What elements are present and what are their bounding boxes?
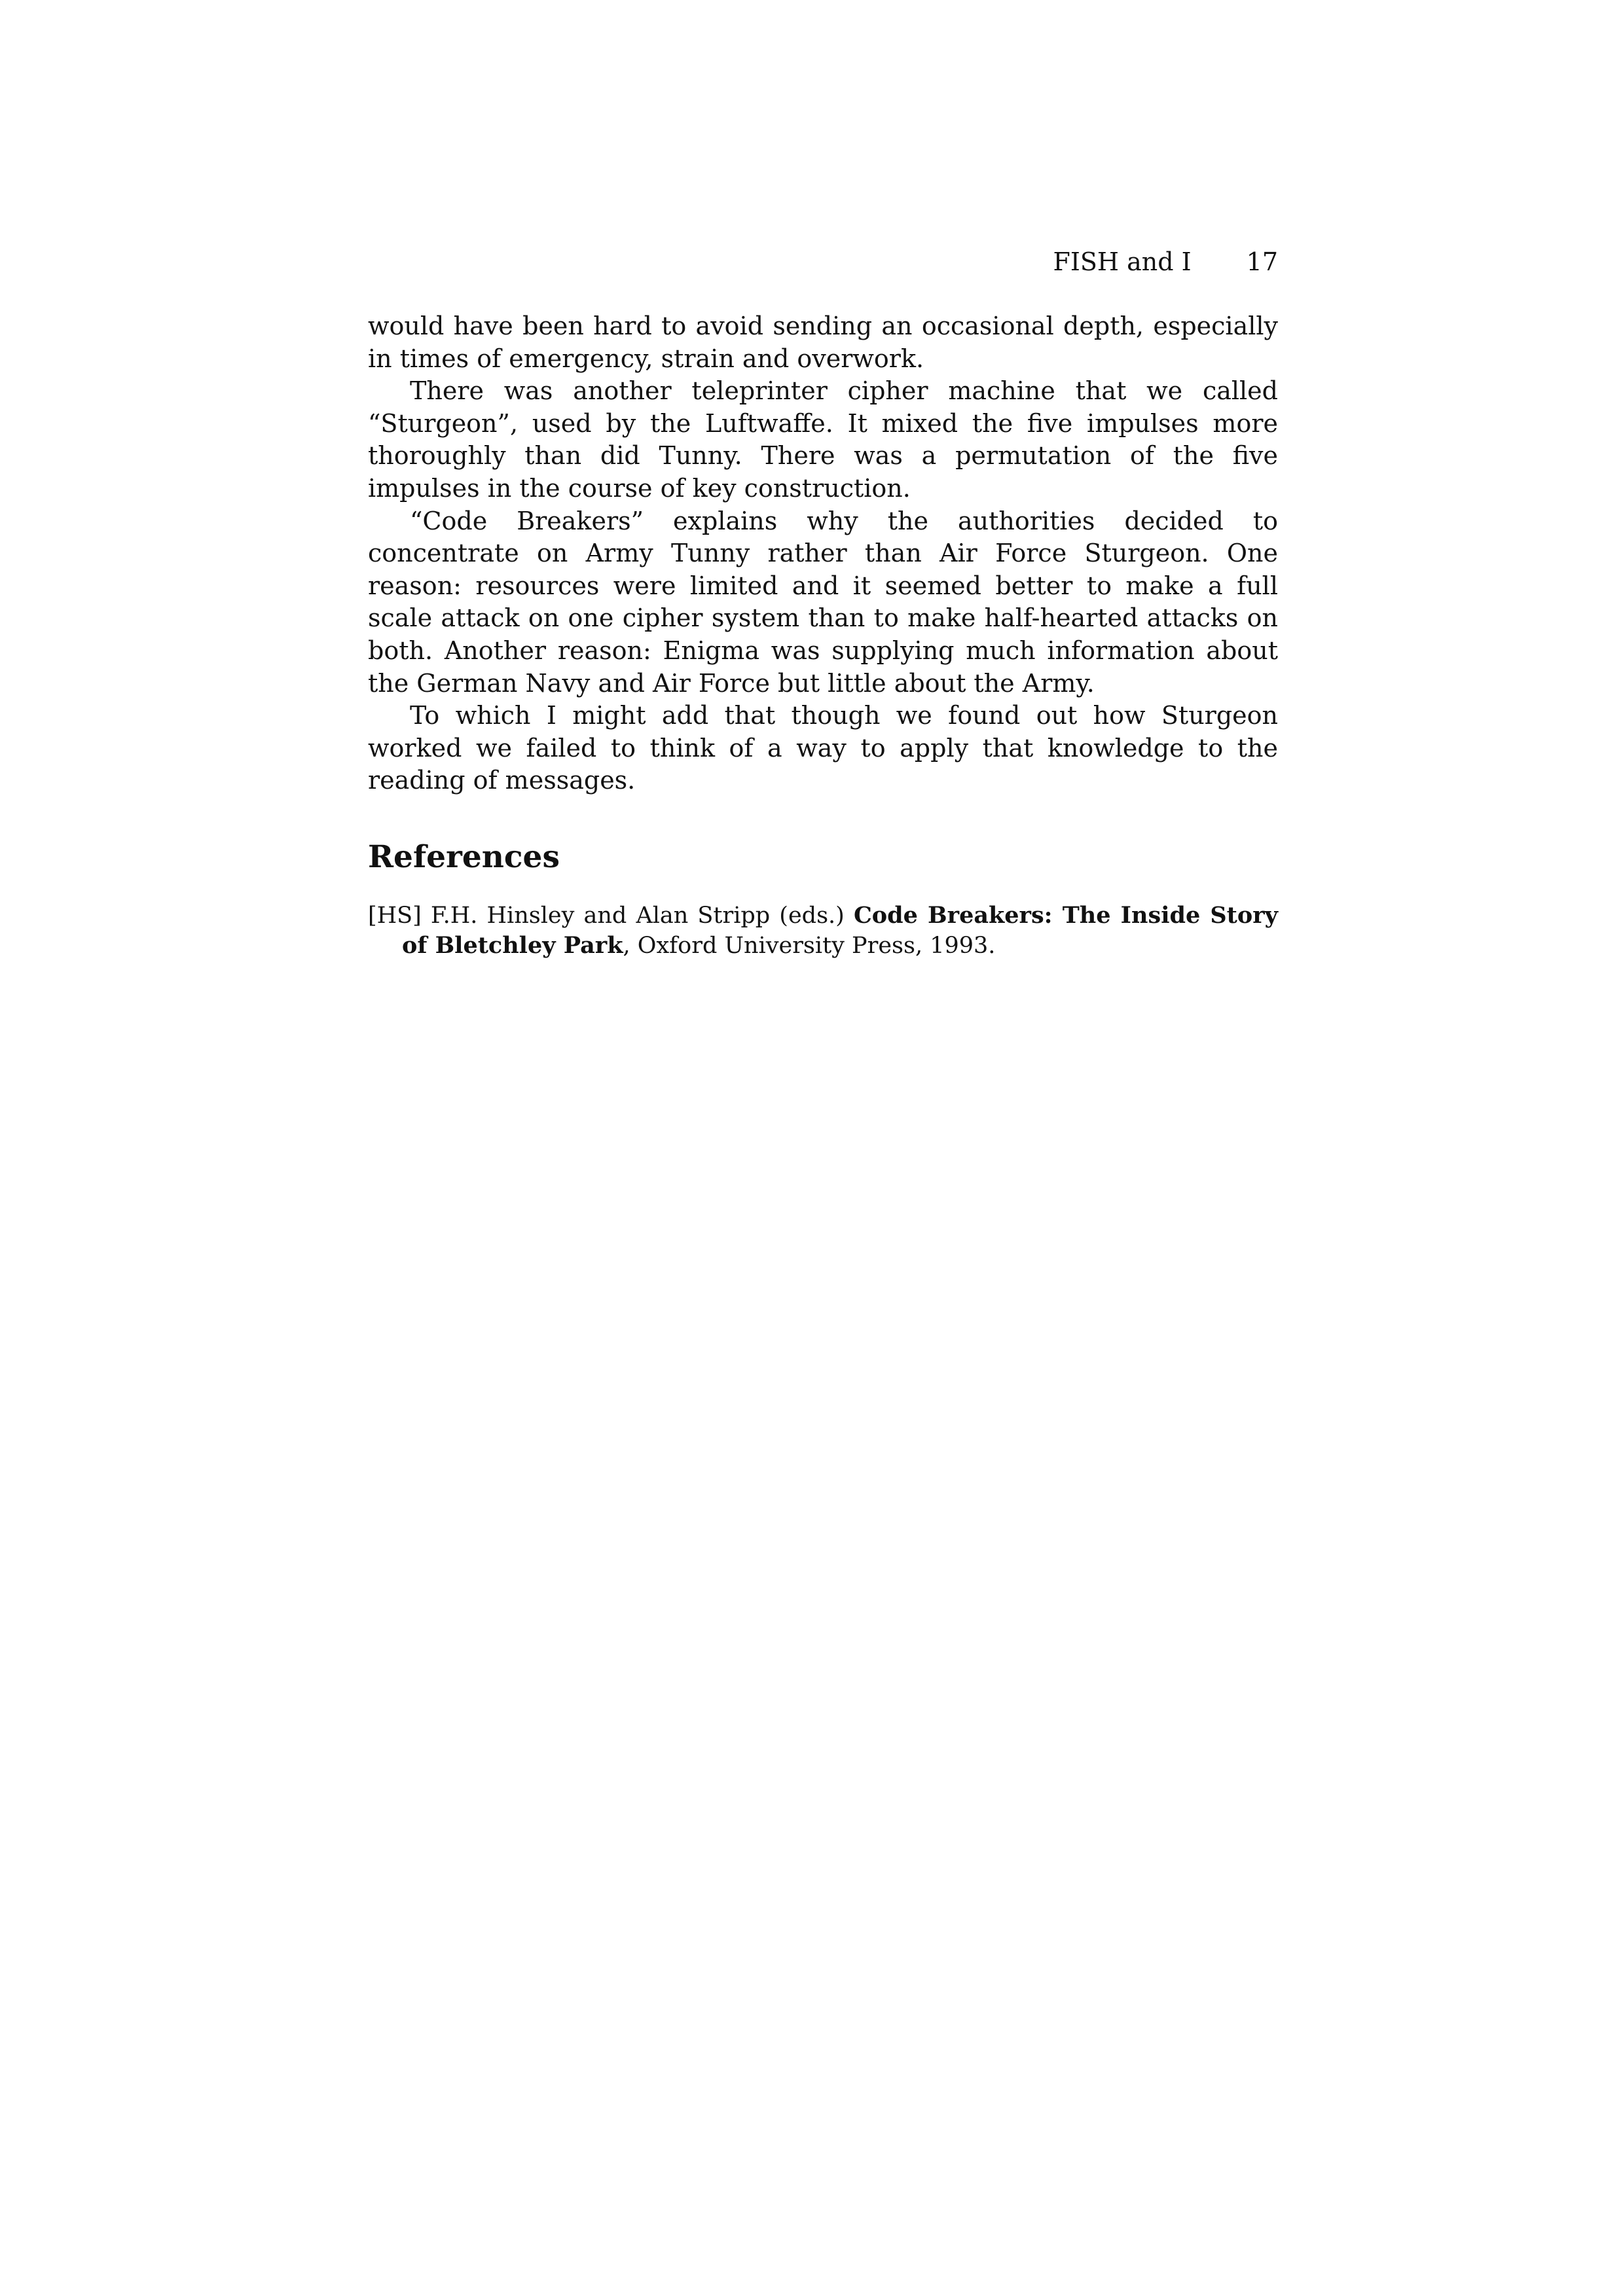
running-head-title: FISH and I <box>1053 247 1192 276</box>
running-head <box>368 242 1278 281</box>
paragraph-conclusion: To which I might add that though we found out how Sturgeon worked we failed to think of a way to apply that knowledge to the reading of messages. <box>368 701 1278 795</box>
text-block <box>368 242 1278 961</box>
reference-item <box>368 901 1278 961</box>
reference-authors: F.H. Hinsley and Alan Stripp (eds.) <box>430 902 845 929</box>
reference-title: Code Breakers: The Inside Story of Bletchley Park <box>402 901 1278 959</box>
reference-key: [HS] <box>368 902 422 929</box>
page-number: 17 <box>1246 247 1278 276</box>
paragraph-sturgeon: There was another teleprinter cipher machine that we called “Sturgeon”, used by the Luftwaffe. It mixed the five impulses more thoroughly than did Tunny. There was a permutation of the five impulses in the course of key construction. <box>368 376 1278 503</box>
paragraph-code-breakers: “Code Breakers” explains why the authorities decided to concentrate on Army Tunny rather than Air Force Sturgeon. One reason: resources were limited and it seemed better to make a full scale attack on one cipher system than to make half-hearted attacks on both. Another reason: Enigma was supplying much information about the German Navy and Air Force but little about the Army. <box>368 506 1278 698</box>
references-heading: References <box>368 838 560 875</box>
paragraph-continuation: would have been hard to avoid sending an occasional depth, especially in times of emergency, strain and overwork. <box>368 312 1278 373</box>
reference-publisher: , Oxford University Press, 1993. <box>623 932 996 959</box>
